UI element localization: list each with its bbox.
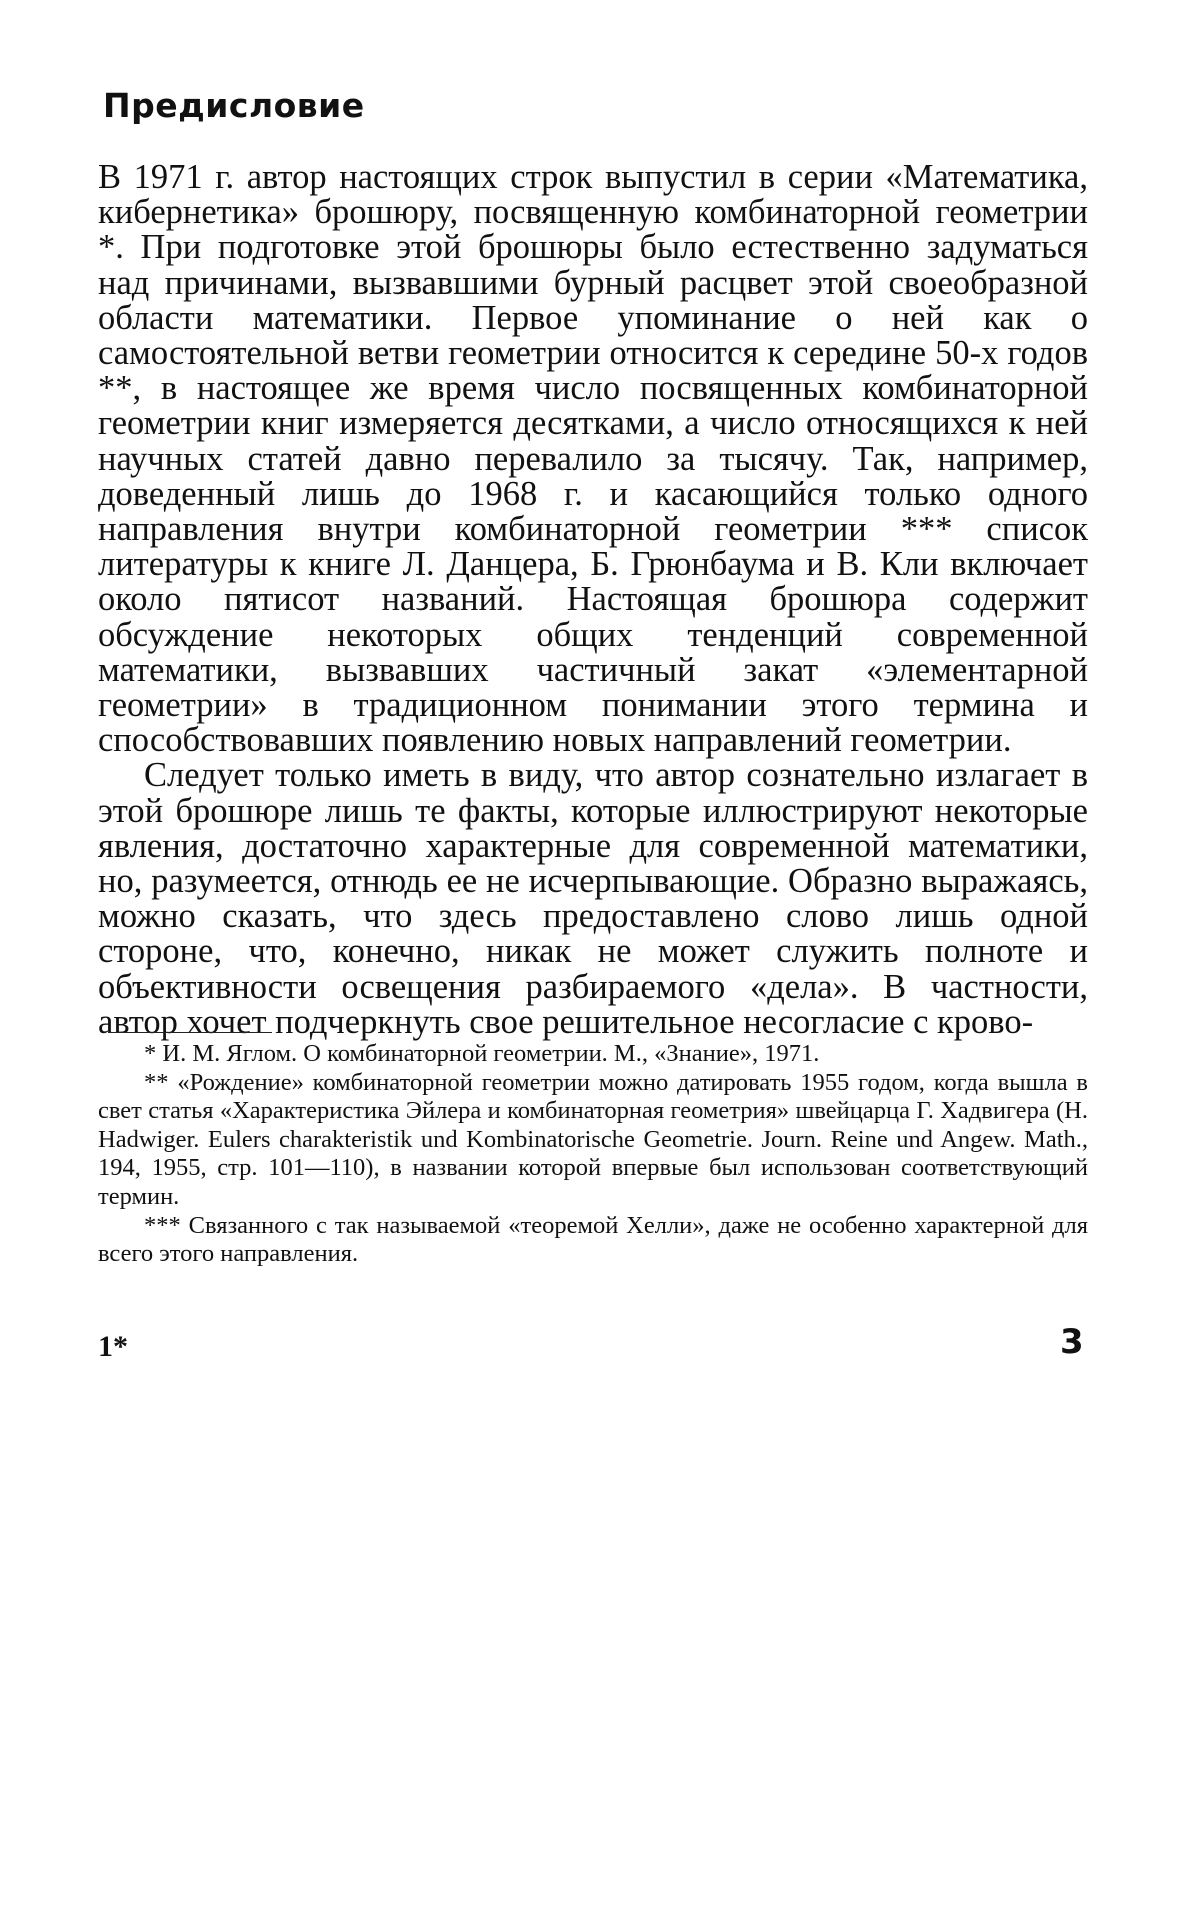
signature-mark: 1* [98,1330,128,1364]
page-number: 3 [1060,1322,1084,1362]
footnote-2: ** «Рождение» комбинаторной геометрии можно датировать 1955 годом, когда вышла в свет статья «Характеристика Эйлера и комбинаторная геометрия» швейцарца Г. Хадвигера (H. Hadwiger. Eulers charakteristik und Kombinatorische Geometrie. Journ. Reine und Angew. Math., 194, 1955, стр. 101—110), в названии которой впервые был использован соответствующий термин. [98,1069,1088,1212]
footnotes [98,1040,1088,1269]
book-page [0,0,1200,1907]
paragraph-1: В 1971 г. автор настоящих строк выпустил в серии «Математика, кибернетика» брошюру, посвященную комбинаторной геометрии *. При подготовке этой брошюры было естественно задуматься над причинами, вызвавшими бурный расцвет этой своеобразной области математики. Первое упоминание о ней как о самостоятельной ветви геометрии относится к середине 50-х годов **, в настоящее же время число посвященных комбинаторной геометрии книг измеряется десятками, а число относящихся к ней научных статей давно перевалило за тысячу. Так, например, доведенный лишь до 1968 г. и касающийся только одного направления внутри комбинаторной геометрии *** список литературы к книге Л. Данцера, Б. Грюнбаума и В. Кли включает около пятисот названий. Настоящая брошюра содержит обсуждение некоторых общих тенденций современной математики, вызвавших частичный закат «элементарной геометрии» в традиционном понимании этого термина и способствовавших появлению новых направлений геометрии. [98,160,1088,758]
paragraph-2: Следует только иметь в виду, что автор сознательно излагает в этой брошюре лишь те факты, которые иллюстрируют некоторые явления, достаточно характерные для современной математики, но, разумеется, отнюдь ее не исчерпывающие. Образно выражаясь, можно сказать, что здесь предоставлено слово лишь одной стороне, что, конечно, никак не может служить полноте и объективности освещения разбираемого «дела». В частности, автор хочет подчеркнуть свое решительное несогласие с крово- [98,758,1088,1040]
body-text [98,160,1088,1040]
footnote-3: *** Связанного с так называемой «теоремой Хелли», даже не особенно характерной для всего этого направления. [98,1212,1088,1269]
footnote-1: * И. М. Яглом. О комбинаторной геометрии. М., «Знание», 1971. [98,1040,1088,1069]
page-title: Предисловие [103,86,365,125]
footnote-divider [108,1032,272,1033]
